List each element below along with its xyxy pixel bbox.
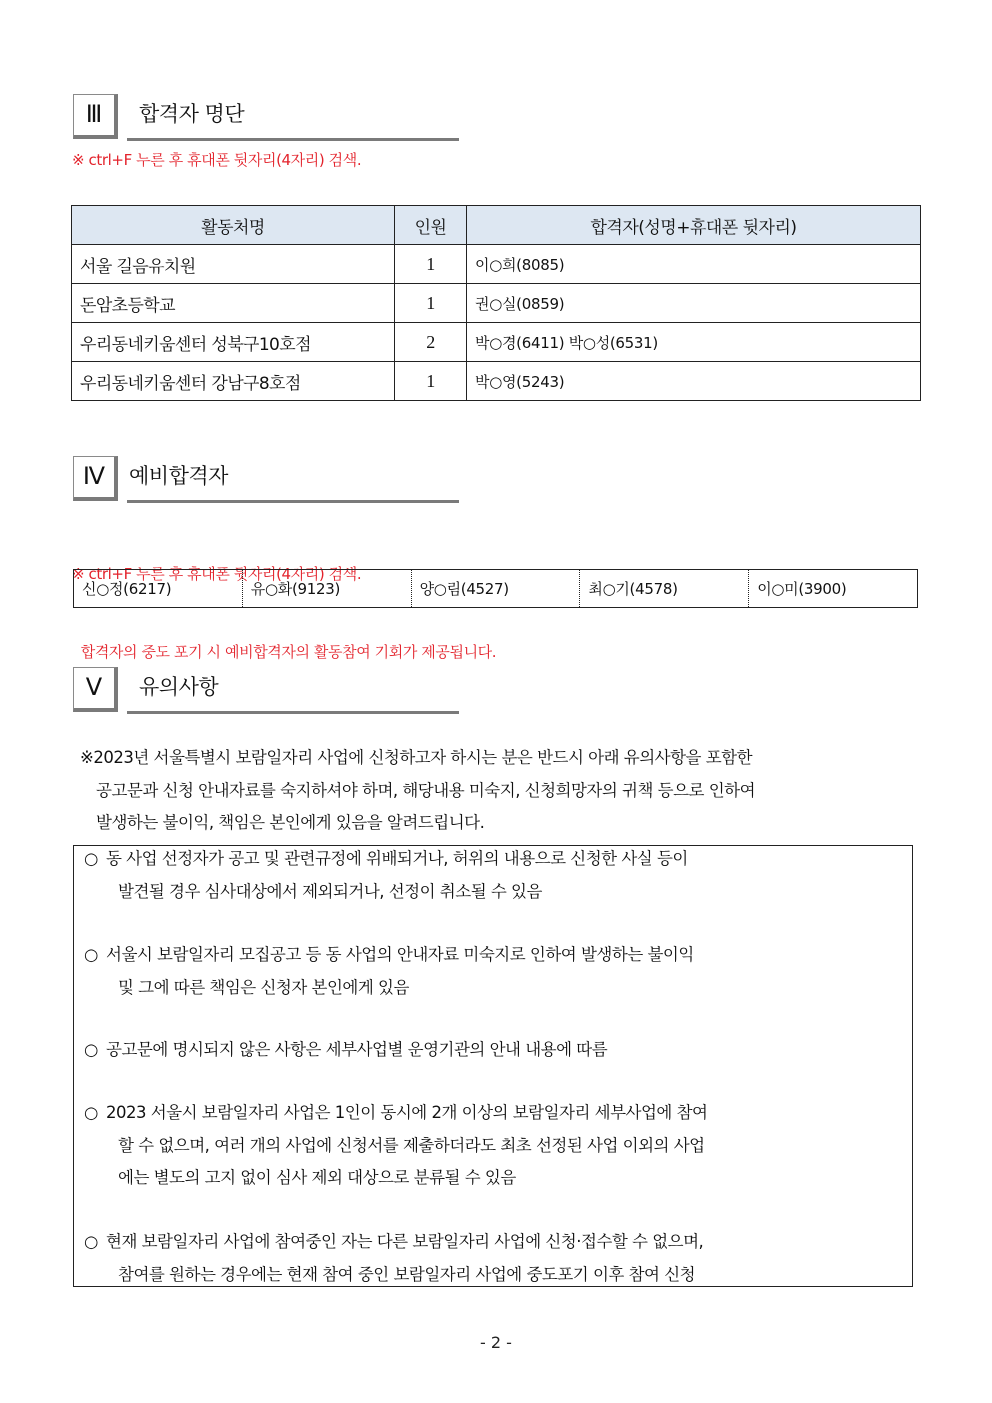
note-item [84, 939, 904, 1004]
table-row [72, 284, 921, 323]
section-heading-winners [73, 94, 459, 142]
reserve-cell: 신○정(6217) [74, 570, 243, 608]
reserve-cell: 이○미(3900) [749, 570, 918, 608]
note-line: 서울시 보람일자리 모집공고 등 동 사업의 안내자료 미숙지로 인하여 발생하는 불이익 [106, 945, 694, 964]
reserve-cell: 최○기(4578) [580, 570, 749, 608]
circle-bullet-icon: ○ [84, 1232, 98, 1251]
section-heading-notes [73, 667, 459, 715]
table-row [72, 245, 921, 284]
section-underline [127, 500, 459, 503]
note-line: 참여를 원하는 경우에는 현재 참여 중인 보람일자리 사업에 중도포기 이후 참여 신청 [118, 1264, 696, 1284]
org-cell: 우리동네키움센터 강남구8호점 [72, 362, 395, 401]
note-line: 및 그에 따른 책임은 신청자 본인에게 있음 [118, 977, 409, 997]
section-underline [127, 138, 459, 141]
note-line: 2023 서울시 보람일자리 사업은 1인이 동시에 2개 이상의 보람일자리 세부사업에 참여 [106, 1103, 708, 1122]
header-count: 인원 [395, 206, 467, 245]
intro-line: 공고문과 신청 안내자료를 숙지하셔야 하며, 해당내용 미숙지, 신청희망자의 귀책 등으로 인하여 [96, 780, 756, 800]
intro-line: ※2023년 서울특별시 보람일자리 사업에 신청하고자 하시는 분은 반드시 아래 유의사항을 포함한 [80, 748, 753, 767]
intro-line: 발생하는 불이익, 책임은 본인에게 있음을 알려드립니다. [96, 813, 485, 832]
reserve-table [73, 569, 918, 608]
search-hint: ※ ctrl+F 누른 후 휴대폰 뒷자리(4자리) 검색. [72, 565, 362, 583]
note-item [84, 1034, 904, 1067]
section-number: Ⅳ [73, 456, 118, 501]
section-title: 예비합격자 [129, 464, 228, 488]
winners-table [71, 205, 921, 401]
section-number: Ⅲ [73, 94, 118, 139]
circle-bullet-icon: ○ [84, 849, 98, 868]
table-row [72, 362, 921, 401]
section-title: 유의사항 [139, 675, 219, 699]
note-line: 할 수 없으며, 여러 개의 사업에 신청서를 제출하더라도 최초 선정된 사업 이외의 사업 [118, 1135, 705, 1155]
page-number: - 2 - [480, 1333, 512, 1352]
circle-bullet-icon: ○ [84, 1040, 98, 1059]
section-underline [127, 711, 459, 714]
section-heading-reserve [73, 456, 459, 504]
reserve-cell: 유○화(9123) [242, 570, 411, 608]
note-line: 발견될 경우 심사대상에서 제외되거나, 선정이 취소될 수 있음 [118, 881, 542, 901]
count-cell: 2 [395, 323, 467, 362]
names-cell: 권○실(0859) [467, 284, 921, 323]
names-cell: 박○영(5243) [467, 362, 921, 401]
note-line: 에는 별도의 고지 없이 심사 제외 대상으로 분류될 수 있음 [118, 1168, 516, 1187]
note-item [84, 1226, 904, 1287]
names-cell: 박○경(6411) 박○성(6531) [467, 323, 921, 362]
note-item [84, 1097, 904, 1195]
search-hint: ※ ctrl+F 누른 후 휴대폰 뒷자리(4자리) 검색. [72, 151, 362, 169]
note-item [84, 845, 904, 908]
org-cell: 서울 길음유치원 [72, 245, 395, 284]
circle-bullet-icon: ○ [84, 1103, 98, 1122]
header-org: 활동처명 [72, 206, 395, 245]
note-line: 동 사업 선정자가 공고 및 관련규정에 위배되거나, 허위의 내용으로 신청한 사실 등이 [106, 849, 688, 868]
names-cell: 이○희(8085) [467, 245, 921, 284]
note-line: 공고문에 명시되지 않은 사항은 세부사업별 운영기관의 안내 내용에 따름 [106, 1040, 608, 1059]
header-names: 합격자(성명+휴대폰 뒷자리) [467, 206, 921, 245]
reserve-opportunity-note: 합격자의 중도 포기 시 예비합격자의 활동참여 기회가 제공됩니다. [72, 643, 497, 661]
intro-paragraph [80, 742, 922, 840]
org-cell: 우리동네키움센터 성북구10호점 [72, 323, 395, 362]
table-row [74, 570, 918, 608]
section-number: Ⅴ [73, 667, 118, 712]
reserve-cell: 양○림(4527) [411, 570, 580, 608]
count-cell: 1 [395, 284, 467, 323]
table-header-row [72, 206, 921, 245]
circle-bullet-icon: ○ [84, 945, 98, 964]
section-title: 합격자 명단 [139, 102, 245, 126]
org-cell: 돈암초등학교 [72, 284, 395, 323]
table-row [72, 323, 921, 362]
note-line: 현재 보람일자리 사업에 참여중인 자는 다른 보람일자리 사업에 신청·접수할 수 없으며, [106, 1232, 704, 1251]
count-cell: 1 [395, 362, 467, 401]
count-cell: 1 [395, 245, 467, 284]
notes-box [73, 845, 913, 1287]
